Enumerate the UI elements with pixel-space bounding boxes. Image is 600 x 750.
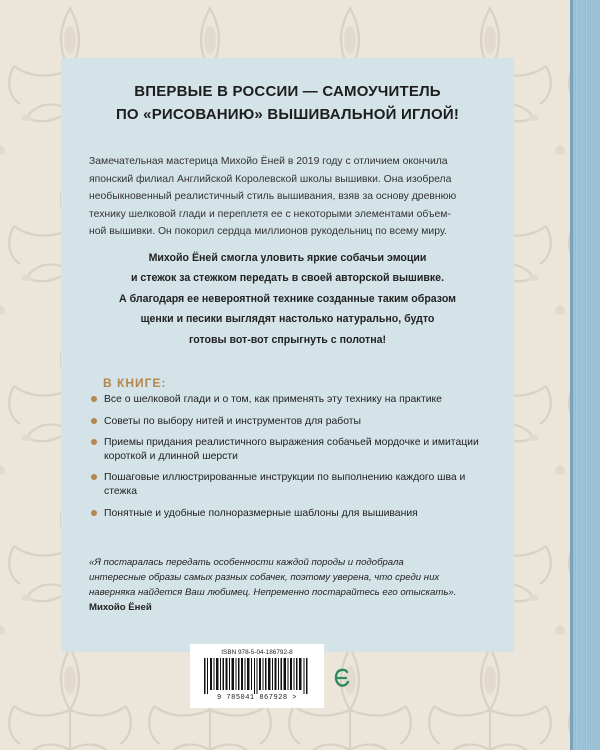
feature-text: Все о шелковой глади и о том, как применять эту технику на практике xyxy=(104,394,442,405)
bullet-icon xyxy=(91,474,97,480)
feature-item xyxy=(89,393,489,407)
publisher-e-logo-icon xyxy=(334,668,350,688)
feature-text: Приемы придания реалистичного выражения собачьей мордочке и имитации короткой и длинной шерсти xyxy=(104,437,479,462)
barcode-icon xyxy=(204,658,310,694)
intro-line: японский филиал Английской Королевской школы вышивки. Она изобрела xyxy=(89,173,452,185)
highlight-line: готовы вот-вот спрыгнуть с полотна! xyxy=(188,333,387,346)
quote-line: наверняка найдется Ваш любимец. Непременно постарайтесь его отыскать». xyxy=(89,587,457,598)
intro-line: ной вышивки. Он покорил сердца миллионов рукодельниц по всему миру. xyxy=(89,226,447,238)
quote-author: Михойо Ёней xyxy=(89,602,152,613)
barcode-box xyxy=(190,644,324,708)
highlight-line: Михойо Ёней смогла уловить яркие собачьи эмоции xyxy=(148,252,427,264)
bullet-icon xyxy=(91,396,97,402)
author-quote xyxy=(89,555,499,600)
highlight-line: А благодаря ее невероятной технике созданные таким образом xyxy=(119,292,456,305)
quote-line: «Я постаралась передать особенности каждой породы и подобрала xyxy=(89,557,404,568)
features-title: В КНИГЕ: xyxy=(103,376,167,390)
description-panel xyxy=(61,58,514,652)
feature-item xyxy=(89,471,489,498)
barcode-digits: 9 785041 867928 > xyxy=(217,694,297,702)
isbn-number: ISBN 978-5-04-186792-8 xyxy=(221,649,293,656)
intro-line: Замечательная мастерица Михойо Ёней в 2019 году с отличием окончила xyxy=(89,156,448,167)
headline-line-1: ВПЕРВЫЕ В РОССИИ — САМОУЧИТЕЛЬ xyxy=(134,83,441,100)
intro-line: технику шелковой глади и переплетя ее с некоторыми элементами объем- xyxy=(89,208,451,220)
highlight-paragraph xyxy=(83,248,492,350)
feature-item xyxy=(89,507,489,521)
feature-item xyxy=(89,415,489,429)
intro-paragraph xyxy=(89,153,489,241)
intro-line: необыкновенный реалистичный стиль вышивания, взяв за основу древнюю xyxy=(89,191,457,203)
feature-text: Понятные и удобные полноразмерные шаблоны для вышивания xyxy=(104,507,418,519)
bullet-icon xyxy=(91,418,97,424)
highlight-line: и стежок за стежком передать в своей авторской вышивке. xyxy=(130,272,445,285)
highlight-line: щенки и песики выглядят настолько натурально, будто xyxy=(140,313,435,326)
bullet-icon xyxy=(91,439,97,445)
feature-item xyxy=(89,436,489,463)
blue-spine-edge xyxy=(570,0,600,750)
feature-text: Пошаговые иллюстрированные инструкции по выполнению каждого шва и стежка xyxy=(104,472,466,497)
feature-text: Советы по выбору нитей и инструментов для работы xyxy=(104,415,361,427)
quote-line: интересные образы самых разных собачек, поэтому уверена, что среди них xyxy=(89,572,440,583)
features-list xyxy=(89,393,489,528)
bullet-icon xyxy=(91,510,97,516)
headline-line-2: ПО «РИСОВАНИЮ» ВЫШИВАЛЬНОЙ ИГЛОЙ! xyxy=(115,106,460,123)
headline xyxy=(61,80,514,126)
